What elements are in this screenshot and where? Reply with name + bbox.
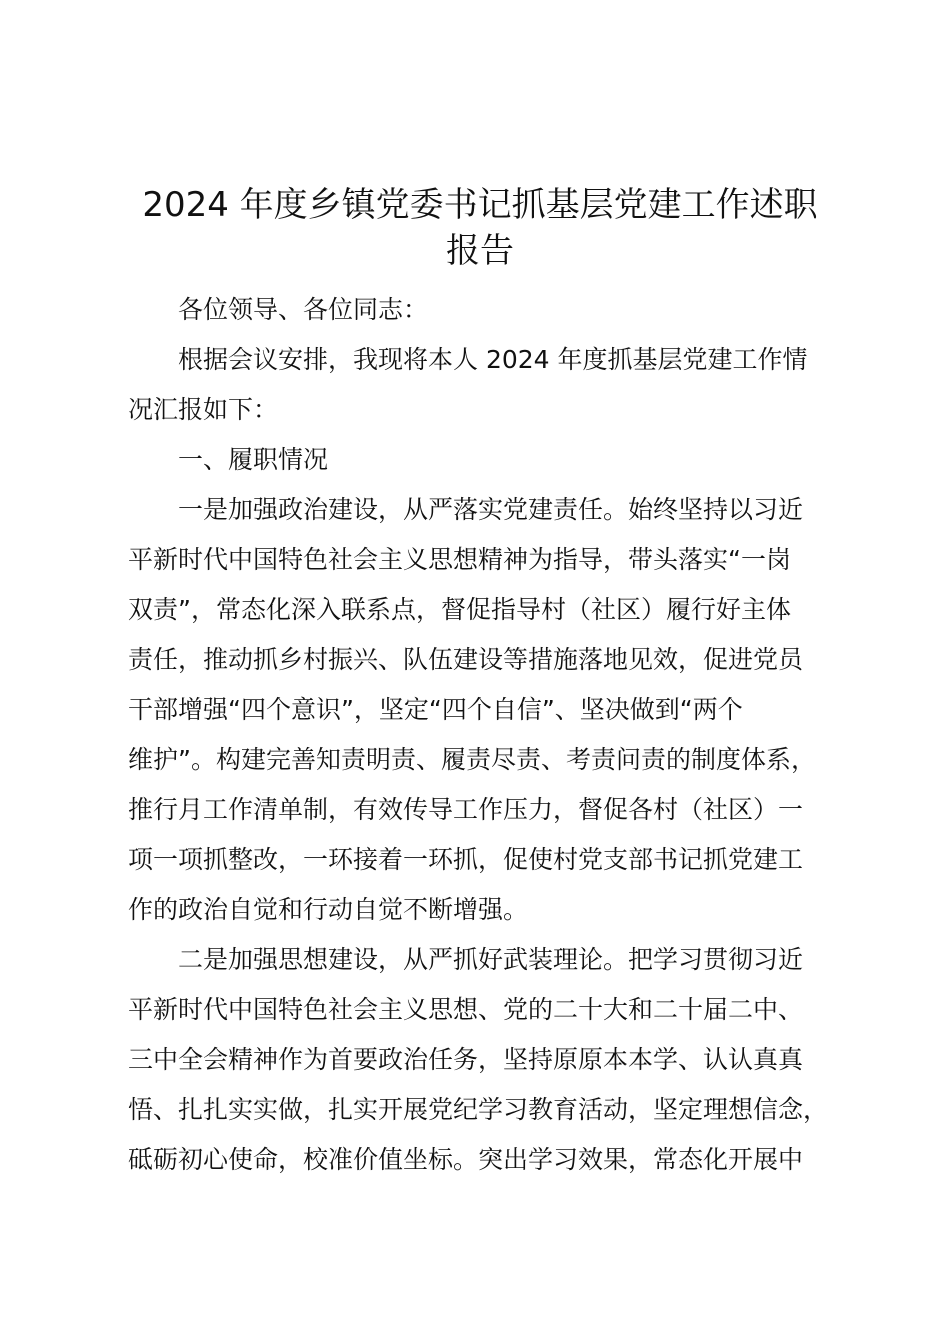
- paragraph-line: 双责”，常态化深入联系点，督促指导村（社区）履行好主体: [128, 595, 791, 624]
- paragraph-line: 砥砺初心使命，校准价值坐标。突出学习效果，常态化开展中: [128, 1145, 804, 1174]
- document-title: [110, 182, 850, 274]
- paragraph-line: 二是加强思想建设，从严抓好武装理论。把学习贯彻习近: [178, 945, 804, 974]
- paragraph-line: 悟、扎扎实实做，扎实开展党纪学习教育活动，坚定理想信念，: [128, 1095, 829, 1124]
- paragraph-line: 平新时代中国特色社会主义思想、党的二十大和二十届二中、: [128, 995, 804, 1024]
- paragraph-line: 推行月工作清单制，有效传导工作压力，督促各村（社区）一: [128, 795, 804, 824]
- title-line-1: 2024 年度乡镇党委书记抓基层党建工作述职: [142, 185, 818, 225]
- paragraph-line: 平新时代中国特色社会主义思想精神为指导，带头落实“一岗: [128, 545, 791, 574]
- paragraph-line: 作的政治自觉和行动自觉不断增强。: [128, 895, 529, 924]
- paragraph-line: 况汇报如下：: [128, 395, 279, 424]
- paragraph-line: 项一项抓整改，一环接着一环抓，促使村党支部书记抓党建工: [128, 845, 804, 874]
- paragraph-line: 责任，推动抓乡村振兴、队伍建设等措施落地见效，促进党员: [128, 645, 804, 674]
- paragraph-line: 一是加强政治建设，从严落实党建责任。始终坚持以习近: [178, 495, 804, 524]
- salutation: 各位领导、各位同志：: [178, 295, 429, 324]
- paragraph-line: 干部增强“四个意识”，坚定“四个自信”、坚决做到“两个: [128, 695, 743, 724]
- paragraph-line: 维护”。构建完善知责明责、履责尽责、考责问责的制度体系，: [128, 745, 816, 774]
- paragraph-line: 根据会议安排，我现将本人 2024 年度抓基层党建工作情: [178, 345, 808, 374]
- document-body: [128, 285, 858, 1185]
- paragraph-line: 三中全会精神作为首要政治任务，坚持原原本本学、认认真真: [128, 1045, 804, 1074]
- section-heading: 一、履职情况: [178, 445, 329, 474]
- title-line-2: 报告: [446, 231, 514, 271]
